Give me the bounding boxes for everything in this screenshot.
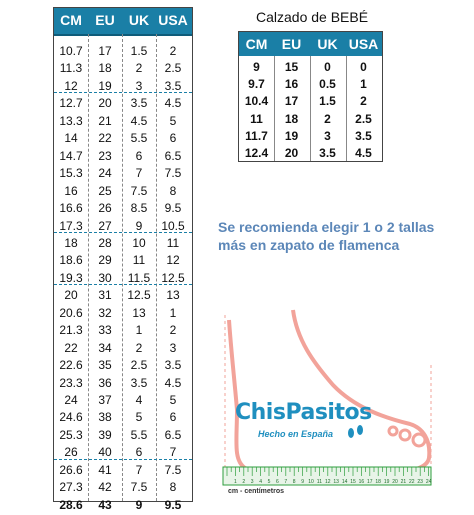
table-cell: 4.5 xyxy=(164,96,182,111)
header-cm: CM xyxy=(60,12,82,28)
toe-icon xyxy=(413,434,425,446)
table-cell: 20 xyxy=(64,288,78,303)
table-cell: 13 xyxy=(166,288,180,303)
table-cell: 26 xyxy=(98,201,112,216)
table-cell: 0 xyxy=(360,60,367,74)
table-cell: 36 xyxy=(98,375,112,390)
table-cell: 20 xyxy=(98,96,112,111)
table-cell: 3 xyxy=(324,128,331,143)
table-cell: 10.4 xyxy=(244,94,269,109)
table-cell: 5 xyxy=(169,393,177,407)
table-cell: 42 xyxy=(98,480,112,495)
ruler-number: 12 xyxy=(325,479,331,485)
table-cell: 41 xyxy=(98,462,112,477)
table-cell: 12.4 xyxy=(244,146,269,160)
table-cell: 11.5 xyxy=(127,270,151,285)
header-uk: UK xyxy=(128,12,150,28)
table-cell: 11.3 xyxy=(59,61,83,76)
table-cell: 15 xyxy=(284,60,299,74)
header-eu: EU xyxy=(281,36,302,52)
table-cell: 7.5 xyxy=(130,480,148,495)
table-cell: 2.5 xyxy=(164,61,182,76)
table-cell: 1.5 xyxy=(130,44,148,58)
table-cell: 10.5 xyxy=(161,218,185,233)
table-cell: 19 xyxy=(98,78,112,93)
table-cell: 38 xyxy=(98,410,112,425)
ruler-number: 11 xyxy=(316,479,323,485)
table-cell: 20.6 xyxy=(59,305,83,320)
ruler-number: 13 xyxy=(333,479,339,485)
table-cell: 2.5 xyxy=(355,111,372,126)
table-cell: 9 xyxy=(135,497,143,512)
table-cell: 7 xyxy=(135,166,143,181)
table-cell: 2 xyxy=(135,61,143,76)
table-cell: 25.3 xyxy=(59,427,83,442)
table-cell: 10 xyxy=(132,235,146,250)
header-cm: CM xyxy=(245,36,268,52)
table-cell: 10.7 xyxy=(59,44,83,58)
note-line-2: más en zapato de flamenca xyxy=(218,237,400,253)
table-cell: 4.5 xyxy=(355,146,372,160)
table-row xyxy=(54,495,192,515)
table-cell: 12.5 xyxy=(127,288,151,303)
table-cell: 4.5 xyxy=(164,375,182,390)
table-cell: 19 xyxy=(284,128,299,143)
toe-icon xyxy=(389,427,397,435)
size-group-separator xyxy=(54,284,192,285)
size-group-separator xyxy=(54,459,192,460)
ruler-number: 2 xyxy=(242,479,246,485)
table-cell: 6.5 xyxy=(164,427,182,442)
table-cell: 7 xyxy=(169,445,177,460)
table-cell: 33 xyxy=(98,323,112,338)
baby-table-header xyxy=(239,32,382,56)
ruler-number: 20 xyxy=(392,479,398,485)
baby-table-title: Calzado de BEBÉ xyxy=(256,9,369,25)
table-cell: 7.5 xyxy=(164,166,182,181)
table-cell: 31 xyxy=(98,288,112,303)
table-cell: 37 xyxy=(98,393,112,407)
table-cell: 5 xyxy=(169,113,177,128)
ruler-number: 24 xyxy=(425,479,432,485)
ruler-number: 14 xyxy=(341,479,348,485)
table-cell: 43 xyxy=(98,497,112,512)
ruler-number: 6 xyxy=(276,479,279,485)
table-row xyxy=(239,92,382,109)
table-cell: 24.6 xyxy=(59,410,83,425)
table-cell: 12 xyxy=(64,78,78,93)
table-cell: 9 xyxy=(135,218,143,233)
table-cell: 0 xyxy=(324,60,331,74)
ruler-number: 8 xyxy=(292,479,296,485)
table-cell: 2 xyxy=(169,44,177,58)
table-row xyxy=(239,110,382,127)
table-cell: 15.3 xyxy=(59,166,83,181)
table-cell: 5.5 xyxy=(130,131,148,146)
ruler-number: 15 xyxy=(350,479,356,485)
table-cell: 16 xyxy=(64,183,78,198)
toe-icon xyxy=(400,430,410,440)
ruler-number: 16 xyxy=(358,479,365,485)
table-cell: 16 xyxy=(284,77,299,92)
table-cell: 22 xyxy=(64,340,78,355)
table-cell: 26.6 xyxy=(59,462,83,477)
ruler-number: 17 xyxy=(367,479,373,485)
header-eu: EU xyxy=(95,12,115,28)
table-cell: 18 xyxy=(284,111,299,126)
table-cell: 7.5 xyxy=(164,462,182,477)
table-cell: 28.6 xyxy=(59,497,83,512)
table-cell: 21 xyxy=(98,113,112,128)
table-cell: 3 xyxy=(135,78,143,93)
table-cell: 3 xyxy=(169,340,177,355)
table-cell: 18 xyxy=(64,235,78,250)
table-cell: 24 xyxy=(98,166,112,181)
table-cell: 12 xyxy=(166,253,180,268)
table-cell: 12.5 xyxy=(161,270,185,285)
main-table-header xyxy=(54,8,192,36)
table-cell: 7.5 xyxy=(130,183,148,198)
table-cell: 7 xyxy=(135,462,143,477)
table-cell: 3.5 xyxy=(130,96,148,111)
table-cell: 18.6 xyxy=(59,253,83,268)
table-cell: 9.7 xyxy=(248,77,265,92)
table-cell: 23 xyxy=(98,148,112,163)
table-cell: 28 xyxy=(98,235,112,250)
table-cell: 6 xyxy=(135,445,143,460)
table-cell: 32 xyxy=(98,305,112,320)
table-cell: 1 xyxy=(169,305,177,320)
foot-outline-icon xyxy=(229,310,429,476)
table-cell: 9.5 xyxy=(164,201,182,216)
table-cell: 6 xyxy=(169,410,177,425)
ruler-number: 10 xyxy=(308,479,314,485)
table-cell: 19.3 xyxy=(59,270,83,285)
table-cell: 14.7 xyxy=(59,148,83,163)
table-cell: 34 xyxy=(98,340,112,355)
table-cell: 9.5 xyxy=(164,497,182,512)
table-cell: 3.5 xyxy=(164,78,182,93)
ruler-number: 9 xyxy=(301,479,304,485)
table-cell: 6 xyxy=(135,148,143,163)
ruler-number: 7 xyxy=(284,479,288,485)
table-cell: 8 xyxy=(169,183,177,198)
ruler-number: 21 xyxy=(400,479,407,485)
ruler-number: 3 xyxy=(250,479,254,485)
header-usa: USA xyxy=(348,36,379,52)
header-uk: UK xyxy=(317,36,338,52)
table-cell: 5.5 xyxy=(130,427,148,442)
foot-measurement-illustration xyxy=(215,290,470,500)
recommendation-note xyxy=(218,218,468,254)
table-cell: 2 xyxy=(360,94,367,109)
table-cell: 35 xyxy=(98,358,112,373)
table-cell: 8.5 xyxy=(130,201,148,216)
table-cell: 3.5 xyxy=(319,146,336,160)
table-cell: 30 xyxy=(98,270,112,285)
table-cell: 4 xyxy=(135,393,143,407)
table-cell: 1 xyxy=(135,323,143,338)
table-cell: 11 xyxy=(250,111,263,126)
table-cell: 22 xyxy=(98,131,112,146)
ruler-number: 1 xyxy=(234,479,237,485)
table-cell: 13.3 xyxy=(59,113,83,128)
table-cell: 3.5 xyxy=(164,358,182,373)
header-usa: USA xyxy=(158,12,188,28)
table-cell: 11 xyxy=(166,235,180,250)
table-cell: 21.3 xyxy=(59,323,83,338)
table-cell: 11 xyxy=(132,253,146,268)
ruler-number: 23 xyxy=(417,479,423,485)
table-cell: 11.7 xyxy=(245,128,268,143)
table-cell: 16.6 xyxy=(59,201,83,216)
table-row xyxy=(239,58,382,75)
ruler-number: 22 xyxy=(409,479,415,485)
note-line-1: Se recomienda elegir 1 o 2 tallas xyxy=(218,219,435,235)
table-cell: 17 xyxy=(98,44,112,58)
size-group-separator xyxy=(54,232,192,233)
table-cell: 2.5 xyxy=(130,358,148,373)
table-cell: 14 xyxy=(64,131,78,146)
ruler-unit-label: cm - centímetros xyxy=(228,488,285,495)
table-cell: 6 xyxy=(169,131,177,146)
table-cell: 24 xyxy=(64,393,78,407)
table-cell: 20 xyxy=(284,146,299,160)
table-row xyxy=(239,75,382,92)
table-cell: 18 xyxy=(98,61,112,76)
table-cell: 0.5 xyxy=(319,77,336,92)
table-cell: 27.3 xyxy=(59,480,83,495)
footprints-icon xyxy=(348,425,363,438)
table-cell: 23.3 xyxy=(59,375,83,390)
baby-size-table xyxy=(238,31,383,162)
table-cell: 26 xyxy=(64,445,78,460)
table-cell: 2 xyxy=(169,323,177,338)
table-cell: 13 xyxy=(132,305,146,320)
table-cell: 5 xyxy=(135,410,143,425)
brand-tagline: Hecho en España xyxy=(258,429,334,439)
table-cell: 2 xyxy=(324,111,331,126)
ruler-number: 19 xyxy=(383,479,390,485)
table-cell: 1 xyxy=(360,77,367,92)
brand-logo: ChisPasitos xyxy=(235,400,372,425)
table-cell: 8 xyxy=(169,480,177,495)
ruler-number: 5 xyxy=(267,479,271,485)
table-cell: 9 xyxy=(253,60,260,74)
table-row xyxy=(239,144,382,161)
table-cell: 2 xyxy=(135,340,143,355)
table-cell: 4.5 xyxy=(130,113,148,128)
table-cell: 39 xyxy=(98,427,112,442)
table-cell: 1.5 xyxy=(319,94,336,109)
table-cell: 22.6 xyxy=(59,358,83,373)
table-cell: 3.5 xyxy=(130,375,148,390)
main-size-table xyxy=(53,7,193,512)
table-cell: 17.3 xyxy=(59,218,83,233)
table-cell: 3.5 xyxy=(355,128,372,143)
table-cell: 6.5 xyxy=(164,148,182,163)
ruler-number: 4 xyxy=(259,479,262,485)
table-row xyxy=(239,127,382,144)
table-cell: 40 xyxy=(98,445,112,460)
table-cell: 27 xyxy=(98,218,112,233)
table-cell: 25 xyxy=(98,183,112,198)
table-cell: 17 xyxy=(284,94,299,109)
table-cell: 29 xyxy=(98,253,112,268)
ruler-number: 18 xyxy=(375,479,381,485)
table-cell: 12.7 xyxy=(59,96,83,111)
size-group-separator xyxy=(54,92,192,93)
